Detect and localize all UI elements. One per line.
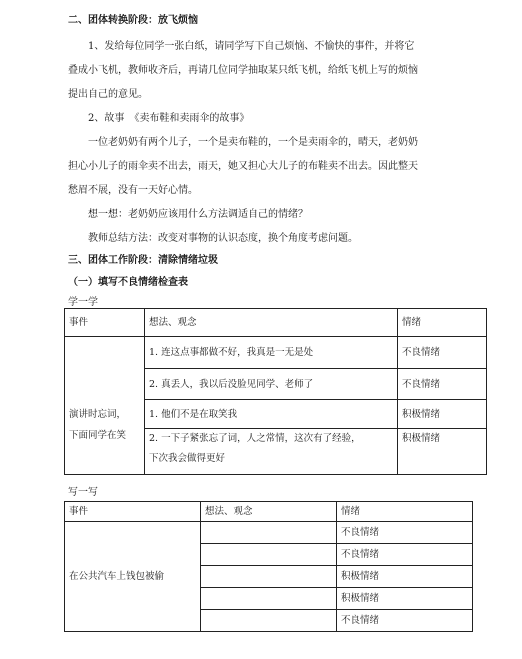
table-idea-cell: 1. 他们不是在取笑我 — [145, 400, 398, 429]
table-idea-input-cell[interactable] — [201, 610, 337, 632]
table-idea-input-cell[interactable] — [201, 566, 337, 588]
story-line: 担心小儿子的雨伞卖不出去，雨天，她又担心大儿子的布鞋卖不出去。因此整天 — [68, 161, 418, 172]
table-event-cell: 在公共汽车上钱包被偷 — [65, 522, 201, 632]
section-2-title: 二、团体转换阶段：放飞烦恼 — [68, 15, 198, 26]
table-idea-input-cell[interactable] — [201, 588, 337, 610]
table-emotion-cell: 积极情绪 — [337, 588, 473, 610]
section-3-title: 三、团体工作阶段：清除情绪垃圾 — [68, 255, 218, 266]
story-line: 一位老奶奶有两个儿子，一个是卖布鞋的，一个是卖雨伞的，晴天，老奶奶 — [88, 137, 418, 148]
table-emotion-cell: 不良情绪 — [337, 610, 473, 632]
table-emotion-cell: 不良情绪 — [398, 337, 487, 369]
table-idea-cell: 1. 连这点事都做不好，我真是一无是处 — [145, 337, 398, 369]
table-header-idea: 想法、观念 — [201, 502, 337, 522]
event-line: 下面同学在笑 — [69, 429, 127, 441]
learn-label: 学一学 — [68, 297, 98, 308]
table-emotion-cell: 积极情绪 — [398, 429, 487, 475]
table-idea-input-cell[interactable] — [201, 544, 337, 566]
emotion-check-table-example — [64, 308, 487, 475]
table-header-event: 事件 — [65, 502, 201, 522]
event-line: 演讲时忘词， — [69, 408, 127, 420]
emotion-check-table-practice — [64, 501, 473, 632]
write-label: 写一写 — [68, 487, 98, 498]
table-emotion-cell: 积极情绪 — [337, 566, 473, 588]
table-header-event: 事件 — [65, 309, 145, 337]
table-emotion-cell: 不良情绪 — [398, 369, 487, 400]
table-idea-cell — [145, 429, 398, 475]
paragraph-line: 1、发给每位同学一张白纸，请同学写下自己烦恼、不愉快的事件，并将它 — [88, 41, 415, 52]
table-emotion-cell: 积极情绪 — [398, 400, 487, 429]
table-event-cell — [65, 337, 145, 475]
story-line: 愁眉不展，没有一天好心情。 — [68, 185, 198, 196]
table-emotion-cell: 不良情绪 — [337, 522, 473, 544]
idea-line: 2. 一下子紧张忘了词，人之常情，这次有了经验， — [149, 433, 361, 444]
teacher-summary: 教师总结方法：改变对事物的认识态度，换个角度考虑问题。 — [88, 233, 358, 244]
table-idea-cell: 2. 真丢人，我以后没脸见同学、老师了 — [145, 369, 398, 400]
subsection-title: （一）填写不良情绪检查表 — [68, 277, 188, 288]
paragraph-line: 叠成小飞机，教师收齐后，再请几位同学抽取某只纸飞机，给纸飞机上写的烦恼 — [68, 65, 418, 76]
table-header-idea: 想法、观念 — [145, 309, 398, 337]
table-idea-input-cell[interactable] — [201, 522, 337, 544]
idea-line: 下次我会做得更好 — [149, 453, 226, 464]
think-question: 想一想：老奶奶应该用什么方法调适自己的情绪？ — [88, 209, 308, 220]
paragraph-line: 提出自己的意见。 — [68, 89, 148, 100]
story-heading: 2、故事 《卖布鞋和卖雨伞的故事》 — [88, 113, 250, 124]
table-emotion-cell: 不良情绪 — [337, 544, 473, 566]
table-header-emotion: 情绪 — [398, 309, 487, 337]
table-header-emotion: 情绪 — [337, 502, 473, 522]
